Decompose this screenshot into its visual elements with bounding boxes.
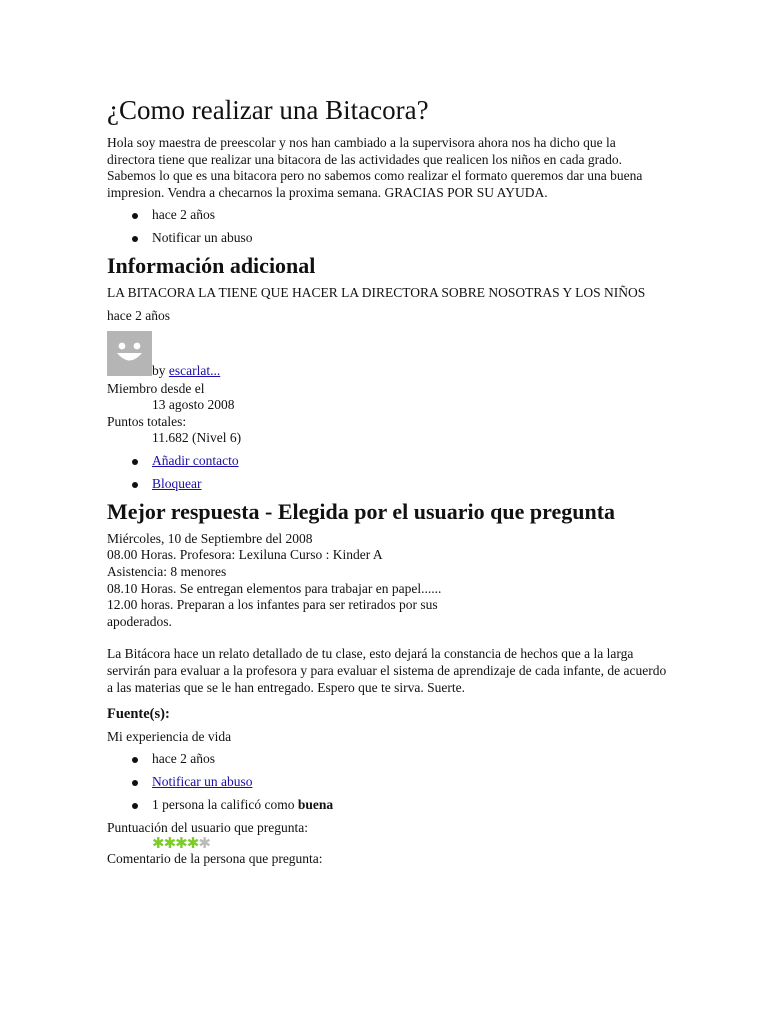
rating-prefix: 1 persona la calificó como [152,797,295,813]
star-empty-icon: ✱ [198,835,210,852]
star-filled-icon: ✱ [152,835,164,852]
additional-info-time: hace 2 años [107,307,170,323]
block-link[interactable]: Bloquear [152,475,202,491]
asker-byline [152,363,220,380]
answer-time: hace 2 años [152,751,667,768]
asker-stats [107,381,667,447]
smiley-avatar-icon[interactable] [107,331,152,376]
asker-name-link[interactable]: escarlat... [168,362,221,378]
answer-line: 12.00 horas. Preparan a los infantes para ser retirados por sus apoderados. [107,597,438,629]
answer-rating-summary [152,797,667,814]
best-answer-heading: Mejor respuesta - Elegida por el usuario que pregunta [107,498,616,524]
sources-text: Mi experiencia de vida [107,728,232,744]
asker-row [107,331,667,379]
answer-line: Asistencia: 8 menores [107,564,227,580]
answer-meta-list [107,751,667,814]
block-item [152,476,667,493]
answer-paragraph: La Bitácora hace un relato detallado de tu clase, esto dejará la constancia de hechos que a la larga servirán para evaluar a la profesora y para evaluar el sistema de aprendizaje de cada infante, de acuerdo a las materias que se le han entregado. Espero que te sirva. Suerte. [107,646,667,695]
star-filled-icon: ✱ [163,835,176,852]
question-meta-list [107,207,667,247]
additional-info-text: LA BITACORA LA TIENE QUE HACER LA DIRECTORA SOBRE NOSOTRAS Y LOS NIÑOS [107,285,646,301]
points-value: 11.682 (Nivel 6) [152,430,242,446]
by-label: by [152,362,166,378]
content [107,94,667,868]
answer-report-item [152,774,667,791]
answer-line: Miércoles, 10 de Septiembre del 2008 [107,530,313,546]
question-report-link[interactable]: Notificar un abuso [152,230,667,247]
asker-rating-label: Puntuación del usuario que pregunta: [107,820,308,836]
answer-line: 08.00 Horas. Profesora: Lexiluna Curso : Kinder A [107,547,383,563]
add-contact-item [152,453,667,470]
points-label: Puntos totales: [107,413,187,429]
asker-comment-label: Comentario de la persona que pregunta: [107,850,323,866]
star-filled-icon: ✱ [186,835,199,852]
asker-actions [107,453,667,493]
add-contact-link[interactable]: Añadir contacto [152,452,239,468]
question-body: Hola soy maestra de preescolar y nos han cambiado a la supervisora ahora nos ha dicho que la directora tiene que realizar una bitacora de las actividades que realicen los niños en cada grado. Sabemos lo que es una bitacora pero no sabemos como realizar el formato queremos dar una buena impresion. Vendra a checarnos la proxima semana. GRACIAS POR SU AYUDA. [107,135,643,200]
answer-report-link[interactable]: Notificar un abuso [152,774,253,790]
member-since-label: Miembro desde el [107,380,205,396]
sources-label: Fuente(s): [107,706,170,723]
rating-value: buena [297,797,334,813]
question-time: hace 2 años [152,207,667,224]
star-rating [152,837,667,851]
additional-info-heading: Información adicional [107,253,316,279]
member-since-value: 13 agosto 2008 [152,397,235,413]
question-title: ¿Como realizar una Bitacora? [107,95,429,125]
star-filled-icon: ✱ [175,835,187,852]
answer-line: 08.10 Horas. Se entregan elementos para trabajar en papel...... [107,580,442,596]
